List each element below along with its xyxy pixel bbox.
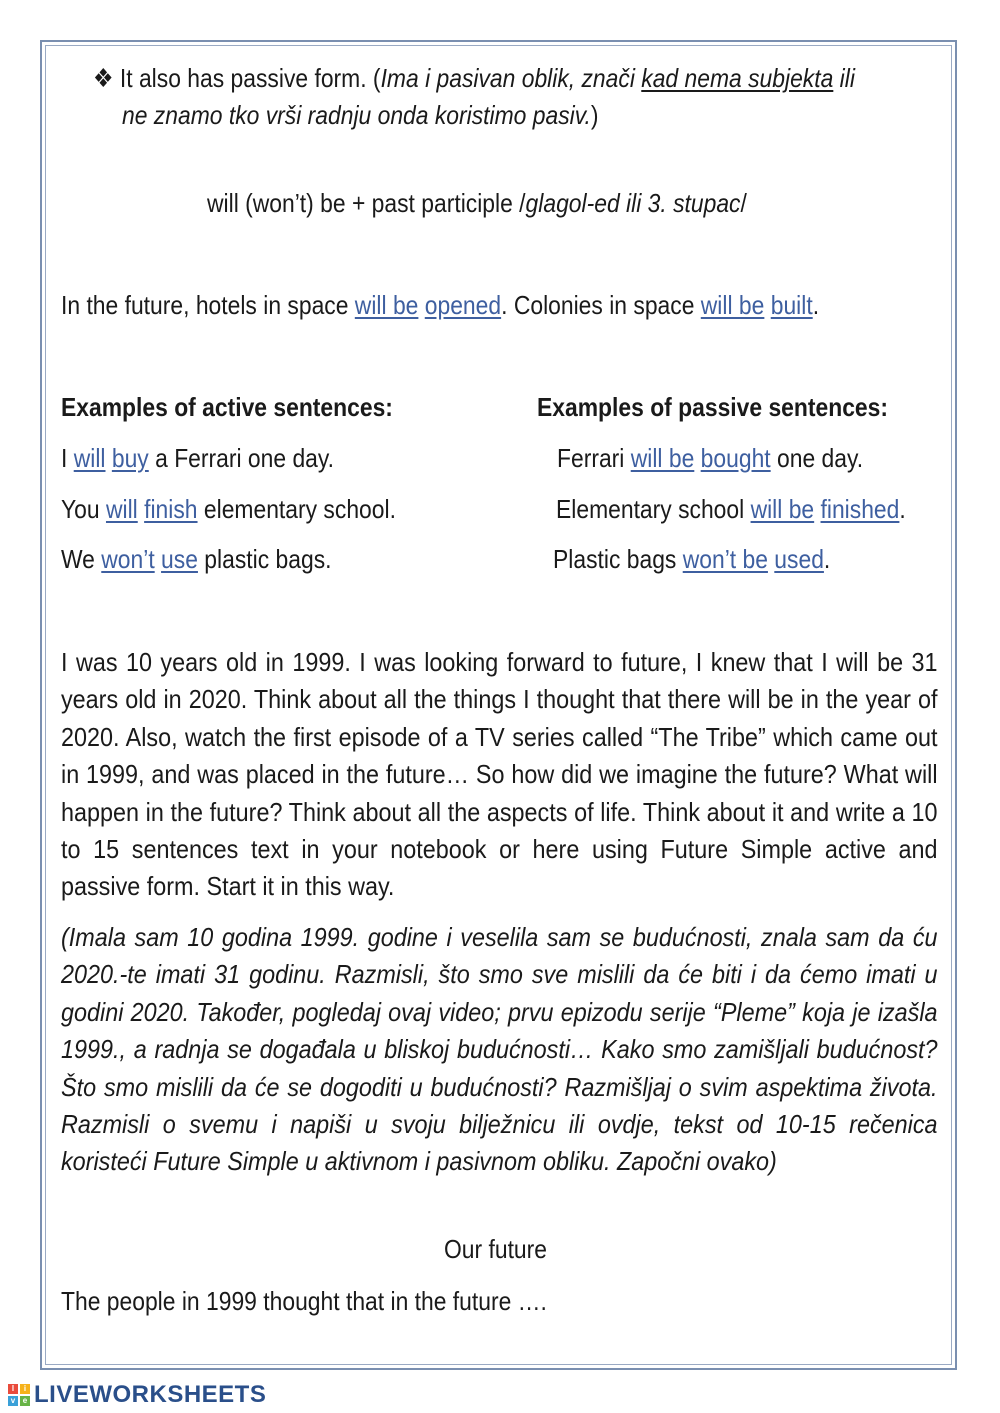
passive-sentence <box>553 541 830 578</box>
formula-italic: glagol-ed ili 3. stupac <box>525 188 741 218</box>
active-post: plastic bags. <box>197 544 332 574</box>
logo-squares-icon <box>8 1384 30 1406</box>
passive-heading: Examples of passive sentences: <box>537 392 889 422</box>
task-english: I was 10 years old in 1999. I was looking forward to future, I knew that I will be 31 years old in 2020. Think about all the things I thought that there will be in the year of 2020. Also, watch the first episode of a TV series called “The Tribe” which came out in 1999, and was placed in the future… So how did we imagine the future? What will happen in the future? Think about all the aspects of life. Think about it and write a 10 to 15 sentences text in your notebook or here using Future Simple active and passive form. Start it in this way. <box>61 647 938 902</box>
essay-title: Our future <box>444 1234 548 1264</box>
bullet-italic: Ima i pasivan oblik, znači <box>380 63 642 93</box>
bullet-underlined: kad nema subjekta <box>641 63 834 93</box>
active-heading: Examples of active sentences: <box>61 392 393 422</box>
example-verb-will-be-1: will be <box>354 290 419 320</box>
active-pre: You <box>61 494 106 524</box>
formula <box>207 185 747 222</box>
active-verb: finish <box>144 494 198 524</box>
passive-pre: Plastic bags <box>553 544 683 574</box>
active-pre: We <box>61 544 102 574</box>
bullet-text: It also has passive form. ( <box>119 63 381 93</box>
logo-square: e <box>20 1396 30 1406</box>
passive-pre: Ferrari <box>557 443 631 473</box>
bullet-symbol: ❖ <box>93 63 114 93</box>
essay-start: The people in 1999 thought that in the future …. <box>61 1286 547 1316</box>
active-verb: buy <box>111 443 149 473</box>
example-end: . <box>812 290 820 320</box>
active-sentence <box>61 491 396 528</box>
active-post: elementary school. <box>197 494 396 524</box>
liveworksheets-logo <box>8 1382 266 1408</box>
passive-post: one day. <box>770 443 864 473</box>
formula-plain: will (won’t) be + past participle / <box>207 188 526 218</box>
example-verb-built: built <box>770 290 813 320</box>
passive-verb: used <box>774 544 824 574</box>
bullet-line-2 <box>122 97 598 134</box>
example-sentence <box>61 287 819 324</box>
passive-sentence <box>557 440 863 477</box>
passive-post: . <box>899 494 906 524</box>
active-aux: will <box>73 443 106 473</box>
logo-text: LIVEWORKSHEETS <box>34 1381 267 1408</box>
passive-verb: finished <box>820 494 900 524</box>
logo-square: l <box>8 1384 18 1394</box>
active-verb: use <box>161 544 198 574</box>
passive-post: . <box>823 544 831 574</box>
passive-sentence <box>556 491 906 528</box>
example-text-1: In the future, hotels in space <box>61 290 355 320</box>
passive-aux: will be <box>750 494 815 524</box>
active-sentence <box>61 440 334 477</box>
active-aux: won’t <box>101 544 155 574</box>
bullet-line-2-italic: ne znamo tko vrši radnju onda koristimo pasiv. <box>122 100 591 130</box>
bullet-line-1 <box>93 60 855 97</box>
example-verb-opened: opened <box>424 290 502 320</box>
task-croatian: (Imala sam 10 godina 1999. godine i veselila sam se budućnosti, znala sam da ću 2020.-te imati 31 godinu. Razmisli, što smo sve mislili da će biti i da ćemo imati u godini 2020. Također, pogledaj ovaj video; prvu epizodu serije “Pleme” koja je izašla 1999., a radnja se događala u bliskoj budućnosti… Kako smo zamišljali budućnost? Što smo mislili da će se dogoditi u budućnosti? Razmišljaj o svim aspektima života. Razmisli o svemu i napiši u svoju bilježnicu ili ovdje, tekst od 10-15 rečenica koristeći Future Simple u aktivnom i pasivnom obliku. Započni ovako) <box>61 922 938 1177</box>
logo-square: v <box>8 1396 18 1406</box>
bullet-line-2-close: ) <box>590 100 599 130</box>
bullet-tail: ili <box>833 63 855 93</box>
active-pre: I <box>61 443 74 473</box>
example-text-2: . Colonies in space <box>501 290 701 320</box>
example-verb-will-be-2: will be <box>700 290 765 320</box>
passive-aux: will be <box>630 443 695 473</box>
logo-square: i <box>20 1384 30 1394</box>
active-post: a Ferrari one day. <box>148 443 335 473</box>
active-sentence <box>61 541 331 578</box>
active-aux: will <box>105 494 138 524</box>
passive-verb: bought <box>700 443 771 473</box>
formula-close: / <box>740 188 747 218</box>
passive-pre: Elementary school <box>556 494 751 524</box>
passive-aux: won’t be <box>682 544 768 574</box>
